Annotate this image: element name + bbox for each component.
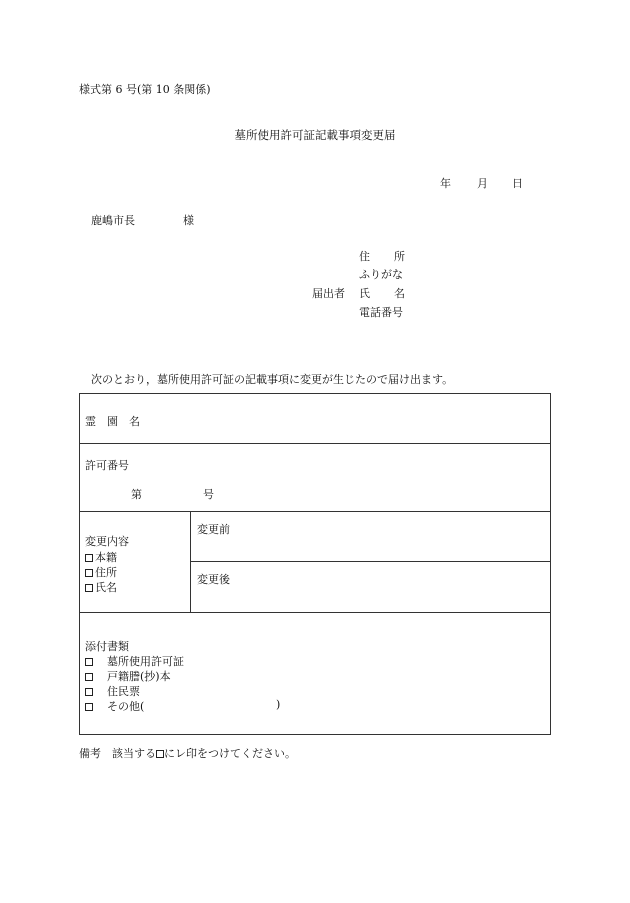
attachment-label: 墓所使用許可証 <box>107 655 184 668</box>
permit-number-prefix: 第 <box>131 488 142 501</box>
honorific: 様 <box>183 214 194 227</box>
document-title: 墓所使用許可証記載事項変更届 <box>234 128 396 142</box>
change-option-honseki[interactable] <box>85 549 117 565</box>
checkbox-icon[interactable] <box>85 554 93 562</box>
checkbox-icon[interactable] <box>85 703 93 711</box>
address-label-1: 住 <box>359 250 370 263</box>
attachment-item-koseki[interactable] <box>85 668 171 684</box>
attachment-item-juminhyo[interactable] <box>85 683 140 699</box>
after-change-label: 変更後 <box>197 573 230 586</box>
change-content-label: 変更内容 <box>85 535 129 548</box>
change-option-name[interactable] <box>85 579 117 595</box>
applicant-label: 届出者 <box>312 287 345 300</box>
attachment-item-permit[interactable] <box>85 653 184 669</box>
change-option-address[interactable] <box>85 564 117 580</box>
checkbox-icon <box>156 750 164 758</box>
attachment-item-other[interactable] <box>85 698 144 714</box>
phone-field[interactable]: 電話番号 <box>359 306 403 319</box>
furigana-field[interactable]: ふりがな <box>359 268 403 281</box>
cemetery-name-label: 霊 園 名 <box>85 415 140 428</box>
remarks-prefix: 備考 該当する <box>79 747 156 760</box>
checkbox-icon[interactable] <box>85 658 93 666</box>
remarks <box>79 745 296 761</box>
attachments-label: 添付書類 <box>85 640 129 653</box>
before-change-label: 変更前 <box>197 523 230 536</box>
date-day-label: 日 <box>512 177 523 190</box>
change-option-label: 住所 <box>95 566 117 579</box>
name-label-1: 氏 <box>359 287 370 300</box>
name-field[interactable] <box>359 285 405 301</box>
checkbox-icon[interactable] <box>85 569 93 577</box>
attachment-label: 戸籍謄(抄)本 <box>107 670 171 683</box>
form-table <box>79 393 551 735</box>
checkbox-icon[interactable] <box>85 584 93 592</box>
statement: 次のとおり，墓所使用許可証の記載事項に変更が生じたので届け出ます。 <box>91 373 454 386</box>
checkbox-icon[interactable] <box>85 673 93 681</box>
address-field[interactable] <box>359 248 405 264</box>
remarks-suffix: にレ印をつけてください。 <box>164 747 296 760</box>
change-option-label: 氏名 <box>95 581 117 594</box>
attachment-label: その他( <box>107 700 145 713</box>
attachment-other-close: ) <box>276 698 281 711</box>
date-month-label: 月 <box>477 177 488 190</box>
checkbox-icon[interactable] <box>85 688 93 696</box>
form-number: 様式第 6 号(第 10 条関係) <box>79 83 211 96</box>
applicant-section <box>0 248 630 328</box>
attachment-label: 住民票 <box>107 685 140 698</box>
change-option-label: 本籍 <box>95 551 117 564</box>
address-label-2: 所 <box>394 250 405 263</box>
addressee: 鹿嶋市長 <box>91 214 135 227</box>
date-year-label: 年 <box>440 177 451 190</box>
name-label-2: 名 <box>394 287 405 300</box>
permit-number-suffix: 号 <box>203 488 214 501</box>
permit-number-label: 許可番号 <box>85 459 129 472</box>
